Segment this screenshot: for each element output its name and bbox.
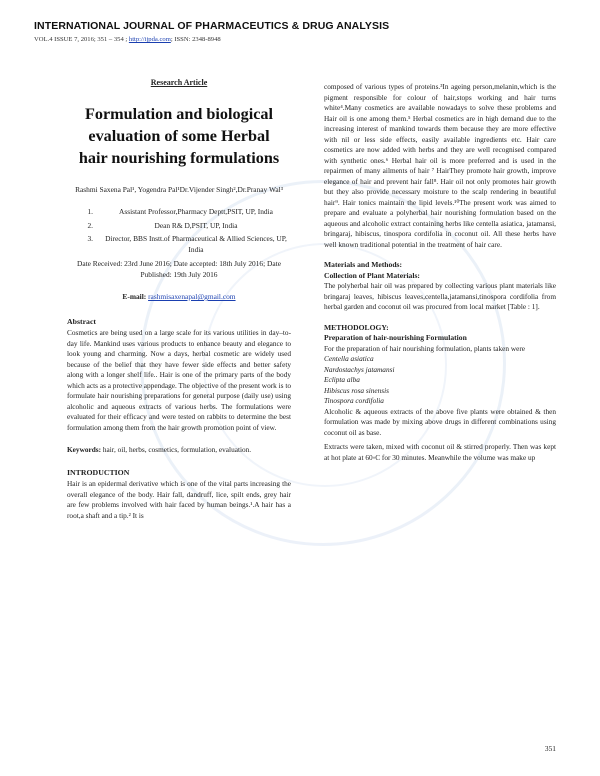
affiliation-number: 2. [87, 220, 93, 230]
introduction-continued: composed of various types of proteins.³In ageing person,melanin,which is the pigment responsible for colour of hair,stops working and hair turns white⁴.Many cosmetics are available nowadays to solve these problems and Hair oil is one among them.⁵ Herbal cosmetics are in high demand due to the increasing interest of mankind towards them because they are more effective with nil or less side effects, easily available ingredients etc. Hair care cosmetics are now added with herbs and they are well recognised compared with synthetic ones.⁶ Herbal hair oil is more preferred and is used in the repairmen of many ailments of hair ⁷ HairThey promote hair growth, improve elegance of hair and prevent hair fall⁸. Hair oil not only promotes hair growth but they also provide necessary moisture to the scalp rendering in beautiful hair⁹. Hair tonics maintain the lipid levels.¹⁰The present work was aimed to prepare and evaluate a polyherbal hair nourishing formulation based on the aqueous and alcoholic extract containing herbs like centella asiatica, jatamansi, bringaraj, hibiscus, tinospora cordifolia in coconut oil. All these herbs have well known traditional potential in the treatment of hair care. [324, 82, 556, 249]
journal-meta [34, 36, 574, 43]
abstract-heading: Abstract [67, 316, 97, 326]
journal-meta-suffix: ; ISSN: 2348-8948 [170, 36, 221, 43]
keywords [67, 445, 291, 456]
affiliation-item [67, 234, 291, 255]
left-column [67, 78, 291, 521]
plant-item: Hibiscus rosa sinensis [324, 385, 390, 395]
plant-item: Tinospora cordifolia [324, 396, 384, 405]
right-column [324, 82, 556, 463]
abstract-text: Cosmetics are being used on a large scale for its various utilities in day–to-day life. Mankind uses various products to enhance beauty and elegance to look young and charming. Now a days, herbal cosmetic are widely used because of the belief that they have fewer side effects and better safety along with a longer shelf life.. Hair is one of the primary parts of the body which acts as a protective appendage. The objective of the present work is to formulate hair nourishing preparations for general purpose (daily use) using alcoholic and aqueous extracts of various herbs. The formulations were evaluated for their efficacy and were tested on rabbits to determine the best formulation among them from the hair growth promotion point of view. [67, 328, 291, 432]
publication-dates: Date Received: 23rd June 2016; Date accepted: 18th July 2016; Date Published: 19th July 2016 [76, 259, 281, 279]
authors: Rashmi Saxena Pal¹, Yogendra Pal¹Dr.Vijender Singh²,Dr.Pranay Wal³ [75, 184, 283, 194]
plant-item: Centella asiatica [324, 354, 374, 363]
plant-item: Nardostachys jatamansi [324, 364, 395, 374]
affiliation-number: 3. [87, 234, 93, 243]
introduction-text: Hair is an epidermal derivative which is one of the vital parts increasing the overall elegance of the body. Hair fall, dandruff, lice, spilt ends, grey hair are few problems involved with hair faced by human beings.¹.A hair has a root,a shaft and a tip.² It is [67, 479, 291, 520]
affiliations [67, 207, 291, 255]
paper-title: Formulation and biological evaluation of some Herbal hair nourishing formulations [78, 104, 280, 167]
affiliation-item [67, 221, 291, 232]
extraction-text: Alcoholic & aqueous extracts of the above five plants were obtained & then formulation was made by mixing above drugs in different combinations using coconut oil as base. [324, 406, 556, 437]
keywords-text: hair, oil, herbs, cosmetics, formulation, evaluation. [102, 445, 252, 454]
journal-meta-prefix: VOL.4 ISSUE 7, 2016; 351 – 354 ; [34, 36, 129, 43]
affiliation-item [67, 207, 291, 218]
journal-header [34, 20, 574, 43]
author-email [67, 292, 291, 303]
keywords-label: Keywords: [67, 445, 102, 454]
email-label: E-mail: [122, 292, 147, 301]
preparation-heading: Preparation of hair-nourishing Formulation [324, 333, 467, 342]
mixing-text: Extracts were taken, mixed with coconut oil & stirred properly. Then was kept at hot plate at 60◦C for 30 minutes. Meanwhile the volume was make up [324, 442, 556, 462]
affiliation-text: Director, BBS Instt.of Pharmaceutical & Allied Sciences, UP, India [105, 234, 287, 254]
journal-link[interactable]: http://ijpda.com [128, 36, 171, 43]
affiliation-text: Dean R& D,PSIT, UP, India [154, 220, 238, 230]
page-number: 351 [544, 744, 556, 753]
affiliation-number: 1. [87, 207, 93, 216]
collection-heading: Collection of Plant Materials: [324, 270, 420, 280]
materials-methods-heading: Materials and Methods: [324, 260, 403, 269]
email-link[interactable]: rashmisaxenapal@gmail.com [148, 292, 236, 301]
preparation-text: For the preparation of hair nourishing formulation, plants taken were [324, 343, 526, 353]
journal-title: INTERNATIONAL JOURNAL OF PHARMACEUTICS & DRUG ANALYSIS [34, 20, 390, 32]
plant-item: Eclipta alba [324, 375, 360, 384]
plant-list [324, 354, 556, 407]
collection-text: The polyherbal hair oil was prepared by collecting various plant materials like bringaraj leaves, hibiscus leaves,centella,jatamansi,tinospora cordifolia from herbal garden and coconut oil was procured from local market [Table : 1]. [324, 281, 556, 311]
article-type: Research Article [150, 78, 208, 87]
introduction-heading: INTRODUCTION [67, 467, 130, 477]
methodology-heading: METHODOLOGY: [324, 322, 389, 332]
affiliation-text: Assistant Professor,Pharmacy Deptt,PSIT, UP, India [119, 207, 273, 216]
